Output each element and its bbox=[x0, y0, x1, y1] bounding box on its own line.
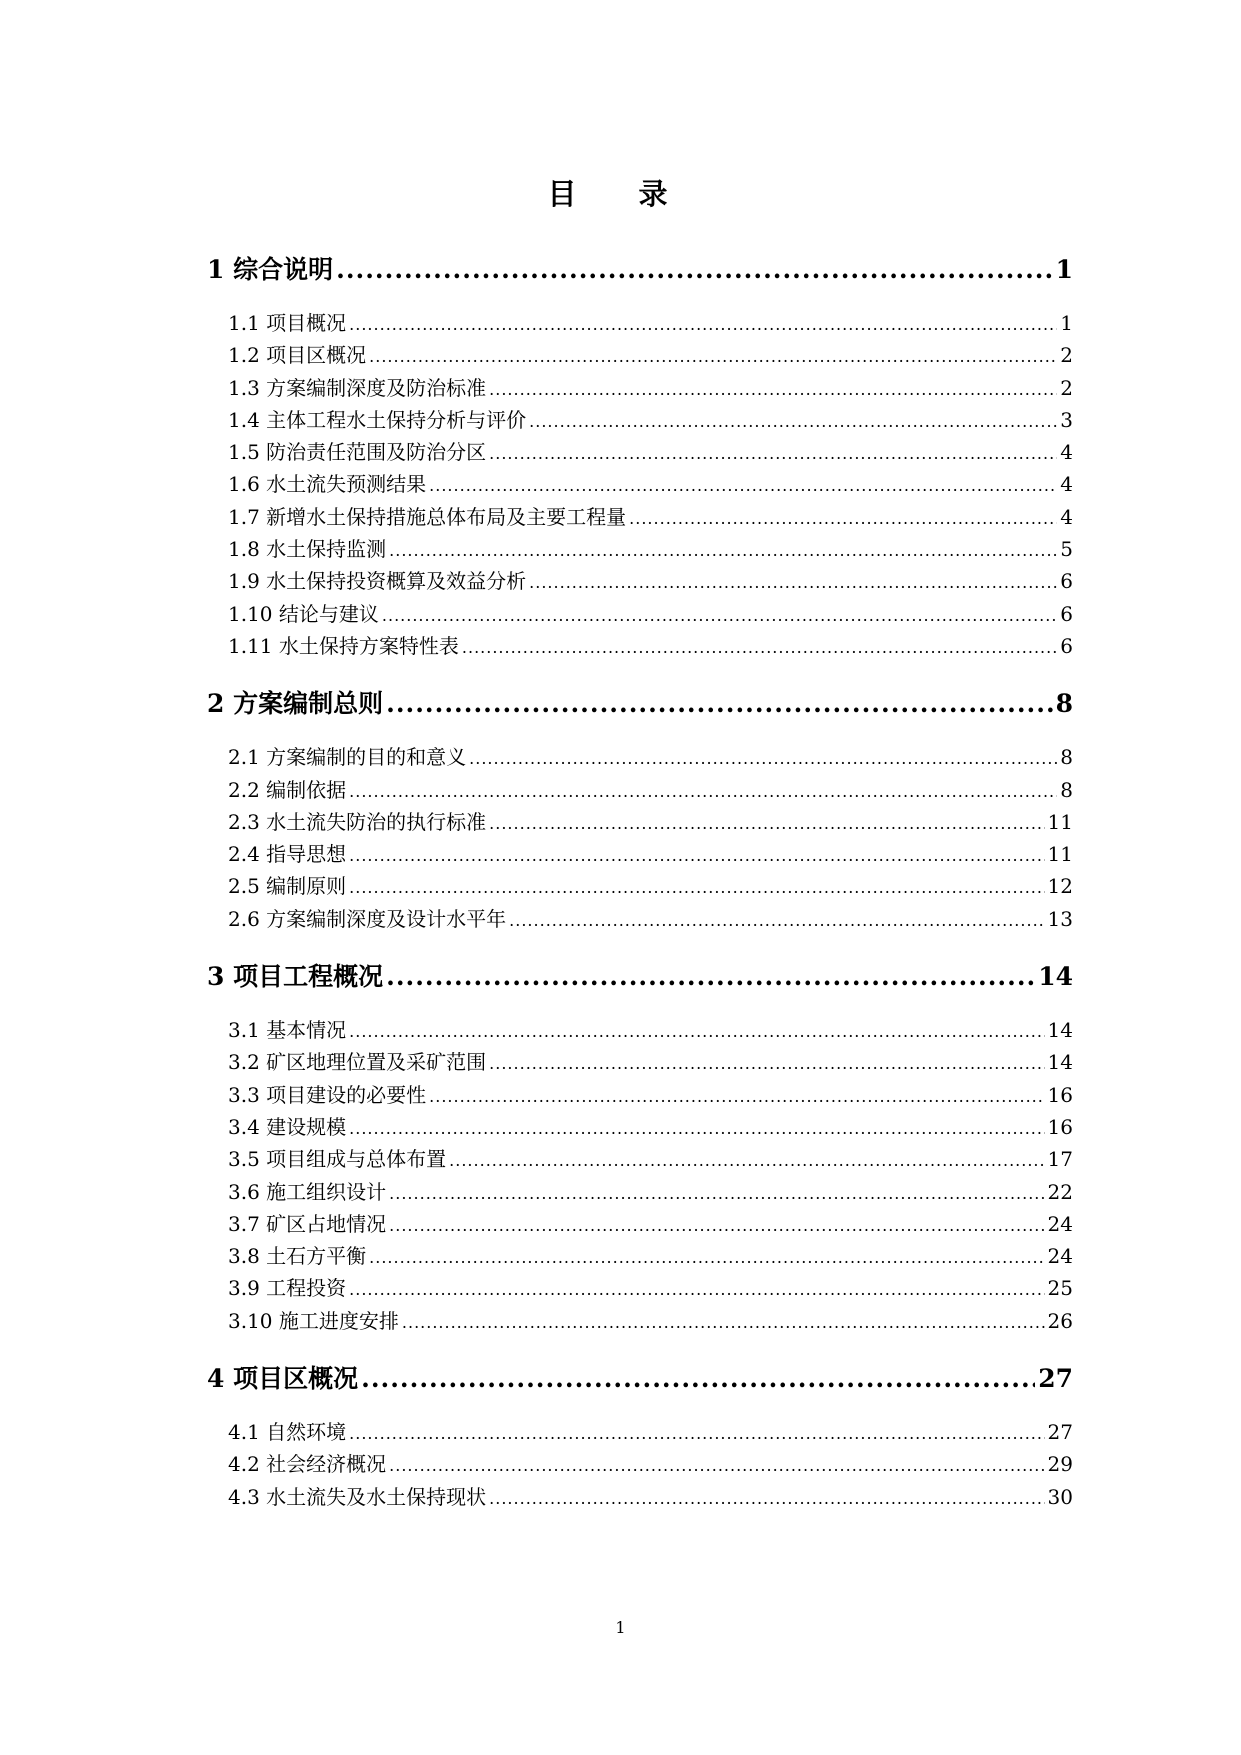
toc-entry-label: 3.1 基本情况 bbox=[228, 1018, 347, 1043]
toc-dot-leader bbox=[361, 1359, 1035, 1399]
toc-entry-label: 3.6 施工组织设计 bbox=[228, 1179, 387, 1204]
toc-entry-page: 11 bbox=[1047, 842, 1073, 867]
toc-section-entry[interactable] bbox=[207, 1240, 1073, 1272]
table-of-contents bbox=[207, 250, 1073, 1513]
toc-dot-leader bbox=[369, 341, 1057, 373]
toc-entry-label: 3.10 施工进度安排 bbox=[228, 1308, 399, 1333]
toc-section-entry[interactable] bbox=[207, 870, 1073, 902]
toc-entry-label: 3.3 项目建设的必要性 bbox=[228, 1082, 427, 1107]
toc-entry-label: 3.2 矿区地理位置及采矿范围 bbox=[228, 1050, 487, 1075]
toc-entry-page: 6 bbox=[1060, 633, 1073, 658]
toc-section-entry[interactable] bbox=[207, 1046, 1073, 1078]
toc-section-entry[interactable] bbox=[207, 774, 1073, 806]
toc-dot-leader bbox=[629, 503, 1057, 535]
toc-entry-label: 4.3 水土流失及水土保持现状 bbox=[228, 1484, 487, 1509]
toc-section-entry[interactable] bbox=[207, 436, 1073, 468]
toc-entry-page: 16 bbox=[1047, 1082, 1073, 1107]
toc-dot-leader bbox=[529, 406, 1057, 438]
toc-section-entry[interactable] bbox=[207, 533, 1073, 565]
toc-section-entry[interactable] bbox=[207, 806, 1073, 838]
toc-entry-page: 25 bbox=[1047, 1276, 1073, 1301]
toc-entry-label: 1 综合说明 bbox=[207, 255, 334, 284]
toc-entry-page: 17 bbox=[1047, 1147, 1073, 1172]
toc-entry-label: 3.8 土石方平衡 bbox=[228, 1244, 367, 1269]
toc-entry-page: 24 bbox=[1047, 1244, 1073, 1269]
toc-entry-page: 27 bbox=[1038, 1364, 1073, 1394]
toc-entry-label: 2 方案编制总则 bbox=[207, 689, 384, 719]
toc-entry-page: 6 bbox=[1060, 601, 1073, 626]
toc-section-entry[interactable] bbox=[207, 307, 1073, 339]
toc-entry-label: 1.10 结论与建议 bbox=[228, 601, 379, 626]
toc-section-entry[interactable] bbox=[207, 372, 1073, 404]
toc-dot-leader bbox=[389, 1178, 1044, 1210]
toc-entry-page: 14 bbox=[1047, 1050, 1073, 1075]
toc-entry-page: 30 bbox=[1047, 1484, 1073, 1509]
toc-dot-leader bbox=[349, 776, 1057, 808]
toc-section-entry[interactable] bbox=[207, 1143, 1073, 1175]
toc-entry-page: 29 bbox=[1047, 1452, 1073, 1477]
toc-entry-label: 1.1 项目概况 bbox=[228, 311, 347, 335]
toc-entry-label: 4 项目区概况 bbox=[207, 1364, 359, 1394]
toc-dot-leader bbox=[349, 309, 1057, 341]
toc-dot-leader bbox=[389, 1450, 1044, 1482]
toc-entry-page: 8 bbox=[1060, 745, 1073, 770]
toc-entry-label: 2.5 编制原则 bbox=[228, 874, 347, 899]
toc-dot-leader bbox=[349, 1418, 1044, 1450]
toc-section-entry[interactable] bbox=[207, 598, 1073, 630]
toc-dot-leader bbox=[429, 1081, 1044, 1113]
toc-dot-leader bbox=[489, 374, 1057, 406]
toc-chapter-entry[interactable] bbox=[207, 250, 1073, 290]
toc-dot-leader bbox=[402, 1307, 1045, 1339]
toc-entry-page: 3 bbox=[1060, 407, 1073, 432]
toc-entry-page: 2 bbox=[1060, 343, 1073, 368]
toc-entry-label: 2.3 水土流失防治的执行标准 bbox=[228, 809, 487, 834]
toc-section-entry[interactable] bbox=[207, 741, 1073, 773]
toc-entry-page: 22 bbox=[1047, 1179, 1073, 1204]
toc-dot-leader bbox=[349, 1016, 1044, 1048]
toc-entry-label: 2.4 指导思想 bbox=[228, 842, 347, 867]
toc-entry-page: 1 bbox=[1060, 311, 1073, 335]
toc-entry-page: 5 bbox=[1060, 537, 1073, 562]
toc-entry-label: 2.2 编制依据 bbox=[228, 777, 347, 802]
toc-dot-leader bbox=[349, 1113, 1044, 1145]
toc-entry-label: 3.9 工程投资 bbox=[228, 1276, 347, 1301]
toc-entry-label: 1.7 新增水土保持措施总体布局及主要工程量 bbox=[228, 504, 627, 529]
toc-chapter-entry[interactable] bbox=[207, 684, 1073, 724]
toc-dot-leader bbox=[489, 438, 1057, 470]
toc-section-entry[interactable] bbox=[207, 1176, 1073, 1208]
toc-section-entry[interactable] bbox=[207, 1305, 1073, 1337]
toc-entry-page: 4 bbox=[1060, 504, 1073, 529]
toc-dot-leader bbox=[386, 957, 1035, 997]
toc-section-entry[interactable] bbox=[207, 339, 1073, 371]
toc-entry-page: 11 bbox=[1047, 809, 1073, 834]
toc-dot-leader bbox=[489, 1483, 1044, 1515]
page-number: 1 bbox=[615, 1618, 626, 1637]
toc-entry-label: 4.1 自然环境 bbox=[228, 1420, 347, 1445]
toc-entry-label: 1.2 项目区概况 bbox=[228, 343, 367, 368]
toc-entry-page: 12 bbox=[1047, 874, 1073, 899]
toc-entry-page: 24 bbox=[1047, 1211, 1073, 1236]
toc-dot-leader bbox=[509, 905, 1044, 937]
toc-entry-page: 16 bbox=[1047, 1114, 1073, 1139]
toc-entry-label: 3 项目工程概况 bbox=[207, 962, 384, 992]
toc-section-entry[interactable] bbox=[207, 630, 1073, 662]
toc-entry-page: 8 bbox=[1055, 689, 1073, 719]
toc-entry-page: 1 bbox=[1055, 255, 1073, 284]
toc-section-entry[interactable] bbox=[207, 1208, 1073, 1240]
toc-dot-leader bbox=[489, 808, 1044, 840]
toc-entry-page: 8 bbox=[1060, 777, 1073, 802]
toc-entry-page: 4 bbox=[1060, 440, 1073, 465]
toc-dot-leader bbox=[386, 684, 1052, 724]
toc-section-entry[interactable] bbox=[207, 404, 1073, 436]
toc-entry-page: 6 bbox=[1060, 569, 1073, 594]
toc-entry-label: 1.5 防治责任范围及防治分区 bbox=[228, 440, 487, 465]
toc-entry-label: 2.6 方案编制深度及设计水平年 bbox=[228, 906, 507, 931]
toc-dot-leader bbox=[429, 470, 1057, 502]
toc-chapter-entry[interactable] bbox=[207, 1359, 1073, 1399]
toc-section-entry[interactable] bbox=[207, 838, 1073, 870]
toc-dot-leader bbox=[369, 1242, 1044, 1274]
toc-dot-leader bbox=[349, 872, 1044, 904]
toc-dot-leader bbox=[389, 535, 1057, 567]
toc-dot-leader bbox=[529, 567, 1057, 599]
toc-entry-label: 1.4 主体工程水土保持分析与评价 bbox=[228, 407, 527, 432]
toc-section-entry[interactable] bbox=[207, 1416, 1073, 1448]
toc-chapter-entry[interactable] bbox=[207, 957, 1073, 997]
toc-dot-leader bbox=[449, 1145, 1044, 1177]
toc-section-entry[interactable] bbox=[207, 1272, 1073, 1304]
toc-dot-leader bbox=[336, 250, 1052, 290]
toc-section-entry[interactable] bbox=[207, 1481, 1073, 1513]
toc-dot-leader bbox=[382, 600, 1057, 632]
toc-entry-page: 27 bbox=[1047, 1420, 1073, 1445]
toc-entry-label: 3.7 矿区占地情况 bbox=[228, 1211, 387, 1236]
toc-dot-leader bbox=[489, 1048, 1044, 1080]
toc-entry-page: 14 bbox=[1047, 1018, 1073, 1043]
toc-section-entry[interactable] bbox=[207, 903, 1073, 935]
toc-section-entry[interactable] bbox=[207, 1111, 1073, 1143]
toc-entry-label: 4.2 社会经济概况 bbox=[228, 1452, 387, 1477]
toc-section-entry[interactable] bbox=[207, 565, 1073, 597]
toc-entry-label: 3.5 项目组成与总体布置 bbox=[228, 1147, 447, 1172]
toc-section-entry[interactable] bbox=[207, 1448, 1073, 1480]
toc-section-entry[interactable] bbox=[207, 1014, 1073, 1046]
toc-entry-page: 26 bbox=[1047, 1308, 1073, 1333]
toc-dot-leader bbox=[349, 840, 1044, 872]
toc-entry-label: 1.8 水土保持监测 bbox=[228, 537, 387, 562]
toc-section-entry[interactable] bbox=[207, 1079, 1073, 1111]
toc-entry-label: 1.6 水土流失预测结果 bbox=[228, 472, 427, 497]
toc-entry-label: 1.3 方案编制深度及防治标准 bbox=[228, 375, 487, 400]
toc-dot-leader bbox=[469, 743, 1057, 775]
toc-dot-leader bbox=[349, 1274, 1044, 1306]
toc-section-entry[interactable] bbox=[207, 468, 1073, 500]
page-title: 目 录 bbox=[547, 177, 694, 211]
toc-entry-page: 13 bbox=[1047, 906, 1073, 931]
toc-entry-label: 2.1 方案编制的目的和意义 bbox=[228, 745, 467, 770]
toc-entry-page: 14 bbox=[1038, 962, 1073, 992]
toc-dot-leader bbox=[462, 632, 1057, 664]
toc-entry-label: 1.9 水土保持投资概算及效益分析 bbox=[228, 569, 527, 594]
toc-section-entry[interactable] bbox=[207, 501, 1073, 533]
toc-entry-page: 2 bbox=[1060, 375, 1073, 400]
toc-entry-label: 1.11 水土保持方案特性表 bbox=[228, 633, 459, 658]
toc-entry-page: 4 bbox=[1060, 472, 1073, 497]
toc-entry-label: 3.4 建设规模 bbox=[228, 1114, 347, 1139]
toc-dot-leader bbox=[389, 1210, 1044, 1242]
